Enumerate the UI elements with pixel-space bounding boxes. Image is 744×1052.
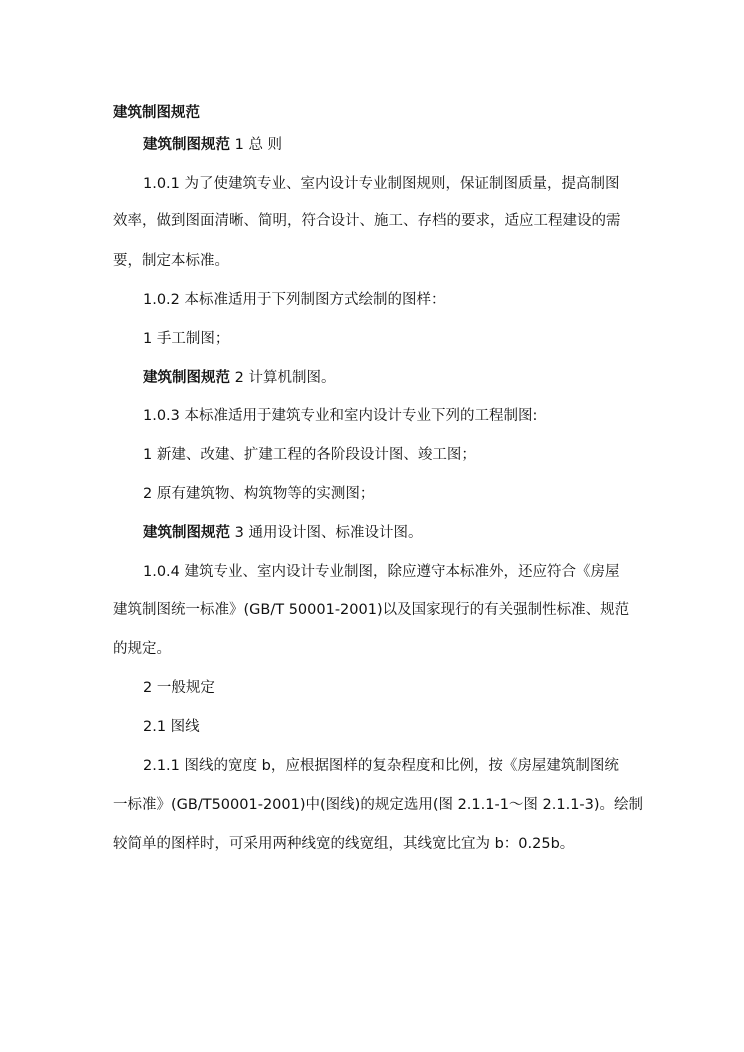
paragraph-line: 2.1.1 图线的宽度 b，应根据图样的复杂程度和比例，按《房屋建筑制图统	[143, 758, 619, 774]
paragraph-line: 一标准》(GB/T50001-2001)中(图线)的规定选用(图 2.1.1-1～图 2.1.1-3)。绘制	[113, 797, 644, 813]
list-item: 1 新建、改建、扩建工程的各阶段设计图、竣工图；	[143, 447, 476, 463]
paragraph-line: 建筑制图统一标准》(GB/T 50001-2001)以及国家现行的有关强制性标准、规范	[113, 602, 630, 618]
paragraph-line: 较简单的图样时，可采用两种线宽的线宽组，其线宽比宜为 b：0.25b。	[113, 836, 575, 852]
list-item-with-prefix	[143, 367, 633, 389]
paragraph-line: 1.0.2 本标准适用于下列制图方式绘制的图样：	[143, 292, 446, 308]
text-line: 2 计算机制图。	[234, 370, 336, 386]
list-item: 2 原有建筑物、构筑物等的实测图；	[143, 486, 375, 502]
list-item-with-prefix	[143, 522, 633, 544]
section-heading-general	[143, 134, 633, 156]
list-item: 1 手工制图；	[143, 331, 230, 347]
section-heading: 2 一般规定	[143, 680, 215, 696]
paragraph-line: 效率，做到图面清晰、简明，符合设计、施工、存档的要求，适应工程建设的需	[113, 213, 621, 229]
prefix-label: 建筑制图规范	[143, 525, 230, 541]
subsection-heading: 2.1 图线	[143, 719, 200, 735]
paragraph-line: 的规定。	[113, 641, 171, 657]
paragraph-line: 1.0.4 建筑专业、室内设计专业制图，除应遵守本标准外，还应符合《房屋	[143, 564, 620, 580]
paragraph-line: 1.0.1 为了使建筑专业、室内设计专业制图规则，保证制图质量，提高制图	[143, 176, 620, 192]
paragraph-line: 要，制定本标准。	[113, 253, 229, 269]
text-line: 1 总 则	[234, 137, 283, 153]
prefix-label: 建筑制图规范	[143, 137, 230, 153]
text-line: 3 通用设计图、标准设计图。	[234, 525, 423, 541]
paragraph-line: 1.0.3 本标准适用于建筑专业和室内设计专业下列的工程制图:	[143, 408, 538, 424]
prefix-label: 建筑制图规范	[143, 370, 230, 386]
document-title: 建筑制图规范	[113, 105, 200, 121]
